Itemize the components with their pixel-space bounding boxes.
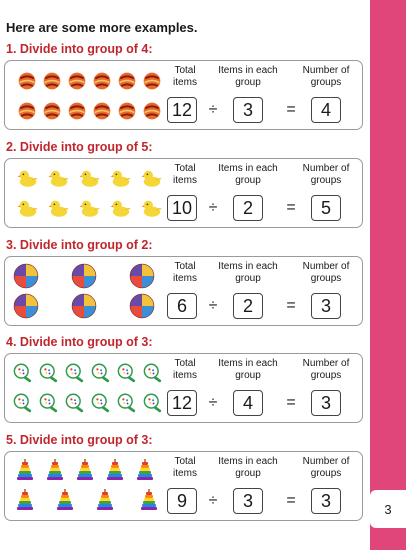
rubber-duck-icon xyxy=(79,197,101,224)
page-number: 3 xyxy=(370,490,406,528)
equals-symbol: = xyxy=(286,199,296,216)
number-of-groups-value: 3 xyxy=(311,488,341,514)
rattle-icon xyxy=(13,392,35,419)
striped-ball-icon xyxy=(67,71,87,96)
total-items-value: 9 xyxy=(167,488,197,514)
rubber-duck-icon xyxy=(17,167,39,194)
stacking-rings-icon xyxy=(93,488,117,517)
example-box xyxy=(4,353,363,423)
stacking-rings-icon xyxy=(133,458,157,487)
total-items-label: Total items xyxy=(173,358,197,381)
items-group xyxy=(9,163,169,223)
items-group xyxy=(9,358,169,418)
rattle-icon xyxy=(117,362,139,389)
rattle-icon xyxy=(143,362,165,389)
number-of-groups-value: 4 xyxy=(311,97,341,123)
number-of-groups-label: Number of groups xyxy=(302,65,350,88)
striped-ball-icon xyxy=(117,71,137,96)
items-group xyxy=(9,261,169,321)
example-box xyxy=(4,256,363,326)
example-title: 4. Divide into group of 3: xyxy=(6,335,153,349)
equals-symbol: = xyxy=(286,492,296,509)
number-of-groups-value: 3 xyxy=(311,293,341,319)
example-title: 5. Divide into group of 3: xyxy=(6,433,153,447)
number-of-groups-label: Number of groups xyxy=(302,163,350,186)
number-of-groups-label: Number of groups xyxy=(302,261,350,284)
striped-ball-icon xyxy=(142,101,162,126)
beach-ball-icon xyxy=(13,293,39,324)
total-items-label: Total items xyxy=(173,163,197,186)
stacking-rings-icon xyxy=(43,458,67,487)
stacking-rings-icon xyxy=(53,488,77,517)
items-each-group-label: Items in each group xyxy=(218,261,278,284)
striped-ball-icon xyxy=(92,71,112,96)
stacking-rings-icon xyxy=(13,458,37,487)
rubber-duck-icon xyxy=(141,167,163,194)
total-items-label: Total items xyxy=(173,261,197,284)
divide-symbol: ÷ xyxy=(208,297,218,314)
equals-symbol: = xyxy=(286,297,296,314)
stacking-rings-icon xyxy=(73,458,97,487)
example-title: 3. Divide into group of 2: xyxy=(6,238,153,252)
rattle-icon xyxy=(65,362,87,389)
striped-ball-icon xyxy=(17,71,37,96)
items-group xyxy=(9,65,169,125)
striped-ball-icon xyxy=(67,101,87,126)
rubber-duck-icon xyxy=(141,197,163,224)
items-each-group-value: 3 xyxy=(233,97,263,123)
example-box xyxy=(4,60,363,130)
rattle-icon xyxy=(65,392,87,419)
rubber-duck-icon xyxy=(110,197,132,224)
divide-symbol: ÷ xyxy=(208,199,218,216)
rattle-icon xyxy=(13,362,35,389)
beach-ball-icon xyxy=(129,263,155,294)
rattle-icon xyxy=(39,362,61,389)
stacking-rings-icon xyxy=(13,488,37,517)
stacking-rings-icon xyxy=(103,458,127,487)
divide-symbol: ÷ xyxy=(208,394,218,411)
example-box xyxy=(4,451,363,521)
striped-ball-icon xyxy=(42,71,62,96)
items-each-group-label: Items in each group xyxy=(218,65,278,88)
striped-ball-icon xyxy=(92,101,112,126)
total-items-value: 12 xyxy=(167,390,197,416)
number-of-groups-value: 3 xyxy=(311,390,341,416)
beach-ball-icon xyxy=(129,293,155,324)
rattle-icon xyxy=(143,392,165,419)
striped-ball-icon xyxy=(142,71,162,96)
total-items-value: 10 xyxy=(167,195,197,221)
rattle-icon xyxy=(39,392,61,419)
total-items-value: 12 xyxy=(167,97,197,123)
equals-symbol: = xyxy=(286,394,296,411)
page-intro: Here are some more examples. xyxy=(6,20,198,35)
total-items-label: Total items xyxy=(173,65,197,88)
stacking-rings-icon xyxy=(137,488,161,517)
example-title: 1. Divide into group of 4: xyxy=(6,42,153,56)
items-each-group-label: Items in each group xyxy=(218,163,278,186)
striped-ball-icon xyxy=(42,101,62,126)
items-each-group-value: 4 xyxy=(233,390,263,416)
rattle-icon xyxy=(91,392,113,419)
striped-ball-icon xyxy=(117,101,137,126)
rattle-icon xyxy=(117,392,139,419)
rattle-icon xyxy=(91,362,113,389)
items-each-group-value: 3 xyxy=(233,488,263,514)
items-each-group-value: 2 xyxy=(233,293,263,319)
beach-ball-icon xyxy=(13,263,39,294)
items-each-group-value: 2 xyxy=(233,195,263,221)
total-items-label: Total items xyxy=(173,456,197,479)
total-items-value: 6 xyxy=(167,293,197,319)
beach-ball-icon xyxy=(71,263,97,294)
equals-symbol: = xyxy=(286,101,296,118)
page-side-band xyxy=(370,0,406,550)
beach-ball-icon xyxy=(71,293,97,324)
items-each-group-label: Items in each group xyxy=(218,456,278,479)
items-each-group-label: Items in each group xyxy=(218,358,278,381)
divide-symbol: ÷ xyxy=(208,101,218,118)
number-of-groups-label: Number of groups xyxy=(302,456,350,479)
number-of-groups-value: 5 xyxy=(311,195,341,221)
rubber-duck-icon xyxy=(110,167,132,194)
example-box xyxy=(4,158,363,228)
example-title: 2. Divide into group of 5: xyxy=(6,140,153,154)
striped-ball-icon xyxy=(17,101,37,126)
rubber-duck-icon xyxy=(48,167,70,194)
number-of-groups-label: Number of groups xyxy=(302,358,350,381)
rubber-duck-icon xyxy=(48,197,70,224)
items-group xyxy=(9,456,169,516)
divide-symbol: ÷ xyxy=(208,492,218,509)
rubber-duck-icon xyxy=(79,167,101,194)
rubber-duck-icon xyxy=(17,197,39,224)
